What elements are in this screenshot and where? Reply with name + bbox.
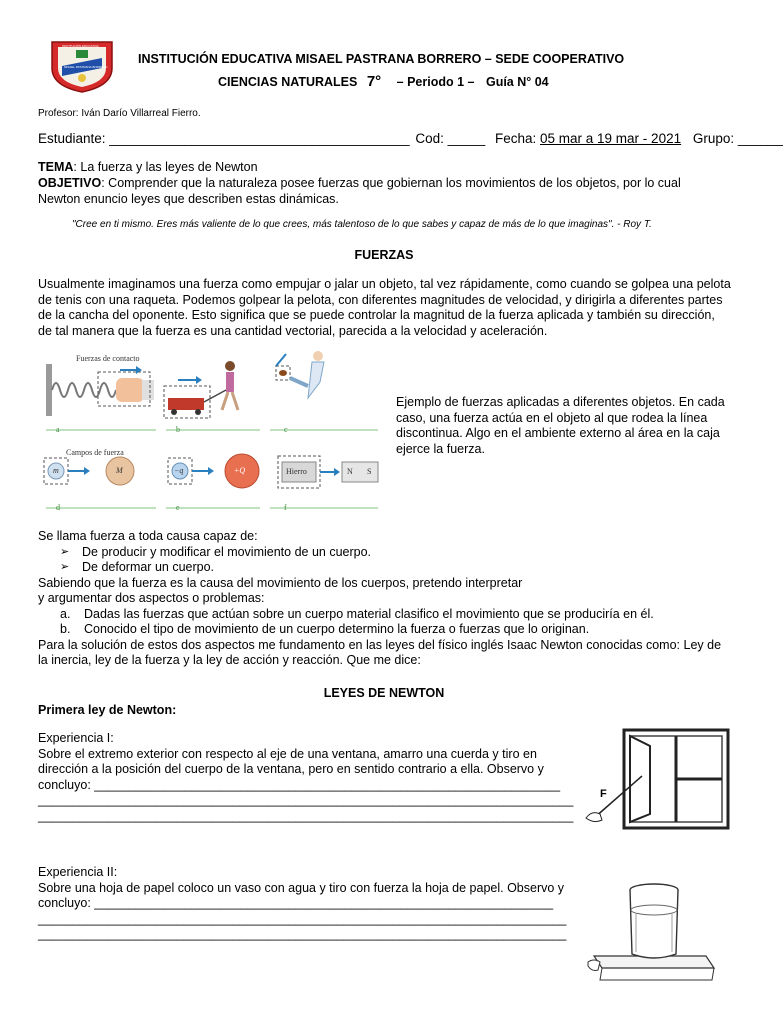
- objective-label: OBJETIVO: [38, 176, 102, 190]
- grade: 7°: [366, 73, 382, 90]
- bullet-item: ➢ De producir y modificar el movimiento de un cuerpo.: [38, 545, 738, 561]
- topic-text: : La fuerza y las leyes de Newton: [73, 160, 258, 174]
- student-field[interactable]: Estudiante: ________________________________________: [38, 131, 410, 146]
- magnet-north-label: N: [347, 467, 353, 476]
- experience-2: [38, 865, 566, 943]
- big-charge-label: +Q: [234, 466, 246, 475]
- panel-letter-d: d: [56, 503, 60, 512]
- list-text: Dadas las fuerzas que actúan sobre un cuerpo material clasifico el movimiento que se produciría en él.: [84, 606, 654, 621]
- panel-letter-a: a: [56, 425, 60, 434]
- definition-line-1: Sabiendo que la fuerza es la causa del movimiento de los cuerpos, pretendo interpretar: [38, 575, 523, 590]
- motivational-quote: "Cree en ti mismo. Eres más valiente de lo que crees, más talentoso de lo que sabes y capaz de más de lo que imaginas". - Roy T.: [72, 219, 652, 230]
- answer-field-2[interactable]: ____________________________________________________________________________: [38, 911, 567, 926]
- list-marker: a.: [60, 606, 71, 621]
- answer-field-1[interactable]: concluyo: ___________________________________________________________________: [38, 777, 561, 792]
- period: – Periodo 1 –: [396, 75, 475, 89]
- first-law-title: Primera ley de Newton:: [38, 703, 177, 717]
- glass-on-paper-illustration: [586, 876, 716, 986]
- objective-line-2: Newton enuncio leyes que describen estas dinámicas.: [38, 191, 339, 206]
- section-title-fuerzas: FUERZAS: [354, 248, 414, 262]
- iron-label: Hierro: [286, 467, 307, 476]
- fuerzas-paragraph: [38, 277, 731, 339]
- teacher-name: Profesor: Iván Darío Villarreal Fierro.: [38, 108, 201, 119]
- magnet-south-label: S: [367, 467, 372, 476]
- small-charge-label: −q: [174, 466, 184, 475]
- small-mass-label: m: [53, 466, 59, 475]
- mass-label: M: [116, 466, 123, 475]
- list-marker: b.: [60, 622, 71, 636]
- figure-caption: [396, 395, 725, 457]
- answer-field-1[interactable]: _____________________________________________________________________________: [38, 793, 574, 807]
- panel-letter-b: b: [176, 425, 180, 434]
- caption-line: discontinua. Algo en el ambiente externo al área en la caja: [396, 426, 720, 440]
- bullet-item: ➢ De deformar un cuerpo.: [38, 560, 738, 576]
- caption-line: caso, una fuerza actúa en el objeto al que rodea la línea: [396, 410, 708, 425]
- student-row: [38, 131, 783, 146]
- definition-intro: Se llama fuerza a toda causa capaz de:: [38, 529, 258, 543]
- experience-2-title: Experiencia II:: [38, 865, 118, 879]
- list-text: Conocido el tipo de movimiento de un cuerpo determino la fuerza o fuerzas que lo originan.: [84, 622, 590, 636]
- experience-1: [38, 731, 573, 824]
- paragraph-line: de tenis con una raqueta. Podemos golpear la pelota, con diferentes magnitudes de velocidad, y dirigirla a diferentes partes: [38, 292, 723, 307]
- panel-letter-e: e: [176, 503, 180, 512]
- closing-line-2: la inercia, ley de la fuerza y la ley de acción y reacción. Que me dice:: [38, 653, 421, 667]
- contact-forces-label: Fuerzas de contacto: [76, 354, 140, 363]
- section-title-leyes: LEYES DE NEWTON: [323, 686, 445, 700]
- experience-1-line: Sobre el extremo exterior con respecto al eje de una ventana, amarro una cuerda y tiro en: [38, 746, 537, 761]
- field-forces-label: Campos de fuerza: [66, 448, 124, 457]
- subject-name: CIENCIAS NATURALES: [218, 75, 358, 89]
- force-label: F: [600, 788, 607, 800]
- definition-block: [38, 529, 738, 669]
- paragraph-line: Usualmente imaginamos una fuerza como empujar o jalar un objeto, tal vez rápidamente, como cuando se golpea una pelota: [38, 277, 731, 291]
- answer-field-2[interactable]: ____________________________________________________________________________: [38, 927, 567, 941]
- topic-label: TEMA: [38, 160, 74, 174]
- paragraph-line: de la cancha del oponente. Esto significa que se puede controlar la magnitud de la fuerza aplicada y también su dirección,: [38, 308, 715, 322]
- guide-number: Guía N° 04: [485, 75, 549, 89]
- date-label: Fecha:: [494, 131, 537, 146]
- group-field[interactable]: Grupo: ______: [692, 131, 783, 146]
- definition-line-2: y argumentar dos aspectos o problemas:: [38, 591, 265, 605]
- objective-line-1: : Comprender que la naturaleza posee fuerzas que gobiernan los movimientos de los objetos, por lo cual: [101, 176, 681, 190]
- institution-title: INSTITUCIÓN EDUCATIVA MISAEL PASTRANA BORRERO – SEDE COOPERATIVO: [138, 52, 625, 66]
- list-item-a: [38, 607, 738, 623]
- caption-line: Ejemplo de fuerzas aplicadas a diferentes objetos. En cada: [396, 395, 725, 409]
- panel-letter-f: f: [284, 503, 287, 512]
- logo-text-bottom: MISAEL PASTRANA BORRERO: [64, 65, 108, 69]
- topic: [38, 160, 258, 176]
- caption-line: ejerce la fuerza.: [396, 441, 485, 456]
- closing-line-1: Para la solución de estos dos aspectos me fundamento en las leyes del físico inglés Isaac Newton conocidas como: Ley de: [38, 637, 722, 652]
- date-value: 05 mar a 19 mar - 2021: [540, 131, 682, 146]
- forces-figure: [38, 350, 383, 515]
- answer-field-1[interactable]: _____________________________________________________________________________: [38, 808, 574, 823]
- window-illustration: [572, 726, 732, 834]
- school-logo: [44, 38, 120, 94]
- experience-1-line: dirección a la posición del cuerpo de la ventana, pero en sentido contrario a ella. Observo y: [38, 762, 544, 776]
- logo-text-top: INSTITUCIÓN EDUCATIVA: [62, 44, 99, 48]
- course-line: [218, 74, 549, 91]
- paragraph-line: de tal manera que la fuerza es una cantidad vectorial, parecida a la velocidad y aceleración.: [38, 323, 548, 338]
- answer-field-2[interactable]: concluyo: __________________________________________________________________: [38, 896, 554, 910]
- list-item-b: [38, 622, 738, 638]
- code-field[interactable]: Cod: _____: [415, 131, 486, 146]
- experience-1-title: Experiencia I:: [38, 731, 114, 745]
- objective: [38, 176, 738, 207]
- panel-letter-c: c: [284, 425, 288, 434]
- experience-2-line: Sobre una hoja de papel coloco un vaso con agua y tiro con fuerza la hoja de papel. Observo y: [38, 880, 565, 895]
